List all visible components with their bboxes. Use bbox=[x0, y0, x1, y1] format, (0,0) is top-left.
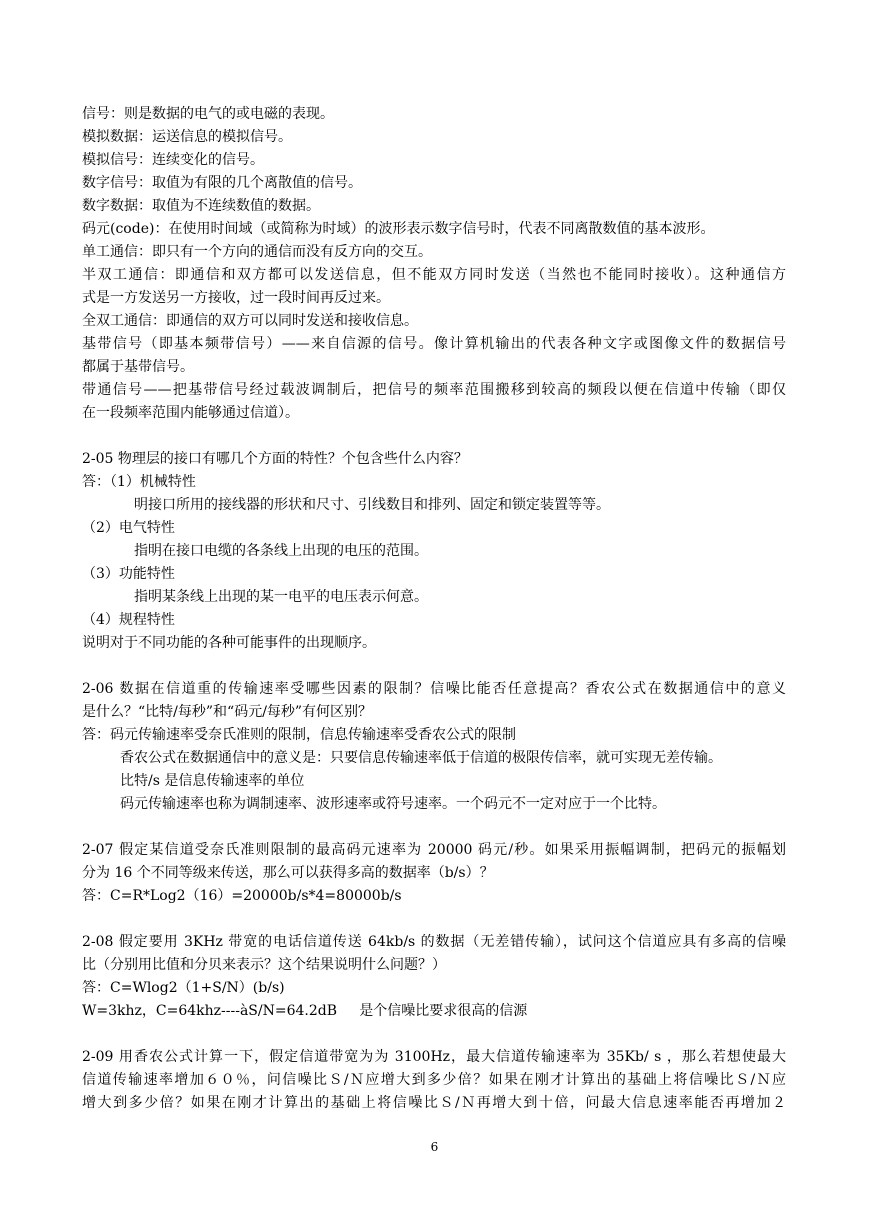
text-line: 答：（1）机械特性 bbox=[82, 474, 196, 490]
text-line: 答：码元传输速率受奈氏准则的限制，信息传输速率受香农公式的限制 bbox=[82, 727, 516, 743]
text-line: 码元传输速率也称为调制速率、波形速率或符号速率。一个码元不一定对应于一个比特。 bbox=[120, 796, 666, 812]
text-line: W=3khz，C=64khz----àS/N=64.2dB 是个信噪比要求很高的信源 bbox=[82, 1003, 528, 1019]
text-line: （2）电气特性 bbox=[82, 520, 175, 536]
text-line: 单工通信：即只有一个方向的通信而没有反方向的交互。 bbox=[82, 244, 432, 260]
text-line: 比（分别用比值和分贝来表示？这个结果说明什么问题？） bbox=[82, 957, 446, 973]
text-line: 比特/s 是信息传输速率的单位 bbox=[120, 773, 305, 789]
text-line: 模拟数据：运送信息的模拟信号。 bbox=[82, 129, 292, 145]
text-line: 都属于基带信号。 bbox=[82, 359, 194, 375]
text-line: 基带信号（即基本频带信号）——来自信源的信号。像计算机输出的代表各种文字或图像文件的数据信号 bbox=[82, 336, 786, 352]
text-line: 全双工通信：即通信的双方可以同时发送和接收信息。 bbox=[82, 313, 418, 329]
text-line: 答：C=R*Log2（16）=20000b/s*4=80000b/s bbox=[82, 888, 402, 904]
text-line: （4）规程特性 bbox=[82, 612, 175, 628]
text-line: 数字数据：取值为不连续数值的数据。 bbox=[82, 198, 320, 214]
text-line: 在一段频率范围内能够通过信道）。 bbox=[82, 405, 299, 421]
text-line: 说明对于不同功能的各种可能事件的出现顺序。 bbox=[82, 635, 376, 651]
text-line: 增大到多少倍？如果在刚才计算出的基础上将信噪比Ｓ/Ｎ再增大到十倍，问最大信息速率能否再增加２ bbox=[82, 1095, 786, 1111]
question-heading: 2-09 用香农公式计算一下，假定信道带宽为为 3100Hz，最大信道传输速率为 35Kb/ s ，那么若想使最大 bbox=[82, 1049, 786, 1065]
question-heading: 2-05 物理层的接口有哪几个方面的特性？个包含些什么内容？ bbox=[82, 451, 468, 467]
text-line: 指明某条线上出现的某一电平的电压表示何意。 bbox=[134, 589, 428, 605]
text-line: 数字信号：取值为有限的几个离散值的信号。 bbox=[82, 175, 362, 191]
text-line: 模拟信号：连续变化的信号。 bbox=[82, 152, 264, 168]
text-line: 指明在接口电缆的各条线上出现的电压的范围。 bbox=[134, 543, 428, 559]
blank-line bbox=[82, 908, 786, 931]
text-line: 明接口所用的接线器的形状和尺寸、引线数目和排列、固定和锁定装置等等。 bbox=[134, 497, 610, 513]
blank-line bbox=[82, 655, 786, 678]
text-line: 半双工通信：即通信和双方都可以发送信息，但不能双方同时发送（当然也不能同时接收）。这种通信方 bbox=[82, 267, 786, 283]
page-number: 6 bbox=[430, 1140, 439, 1154]
blank-line bbox=[82, 816, 786, 839]
blank-line bbox=[82, 1023, 786, 1046]
text-line: 带通信号——把基带信号经过载波调制后，把信号的频率范围搬移到较高的频段以便在信道中传输（即仅 bbox=[82, 382, 786, 398]
text-line: （3）功能特性 bbox=[82, 566, 175, 582]
text-line: 答：C=Wlog2（1+S/N）(b/s) bbox=[82, 980, 285, 996]
text-line: 信道传输速率增加６０％，问信噪比Ｓ/Ｎ应增大到多少倍？如果在刚才计算出的基础上将信噪比Ｓ/Ｎ应 bbox=[82, 1072, 786, 1088]
text-line: 信号：则是数据的电气的或电磁的表现。 bbox=[82, 106, 334, 122]
question-heading: 2-07 假定某信道受奈氏准则限制的最高码元速率为 20000 码元/秒。如果采用振幅调制，把码元的振幅划 bbox=[82, 842, 786, 858]
question-heading: 2-08 假定要用 3KHz 带宽的电话信道传送 64kb/s 的数据（无差错传输），试问这个信道应具有多高的信噪 bbox=[82, 934, 786, 950]
text-line: 码元(code)：在使用时间域（或简称为时域）的波形表示数字信号时，代表不同离散数值的基本波形。 bbox=[82, 221, 715, 237]
text-line: 分为 16 个不同等级来传送，那么可以获得多高的数据率（b/s）？ bbox=[82, 865, 494, 881]
blank-line bbox=[82, 425, 786, 448]
text-line: 香农公式在数据通信中的意义是：只要信息传输速率低于信道的极限传信率，就可实现无差传输。 bbox=[120, 750, 722, 766]
page-content bbox=[82, 103, 786, 1115]
text-line: 是什么？“比特/每秒”和“码元/每秒”有何区别？ bbox=[82, 704, 373, 720]
text-line: 式是一方发送另一方接收，过一段时间再反过来。 bbox=[82, 290, 390, 306]
question-heading: 2-06 数据在信道重的传输速率受哪些因素的限制？信噪比能否任意提高？香农公式在数据通信中的意义 bbox=[82, 681, 786, 697]
